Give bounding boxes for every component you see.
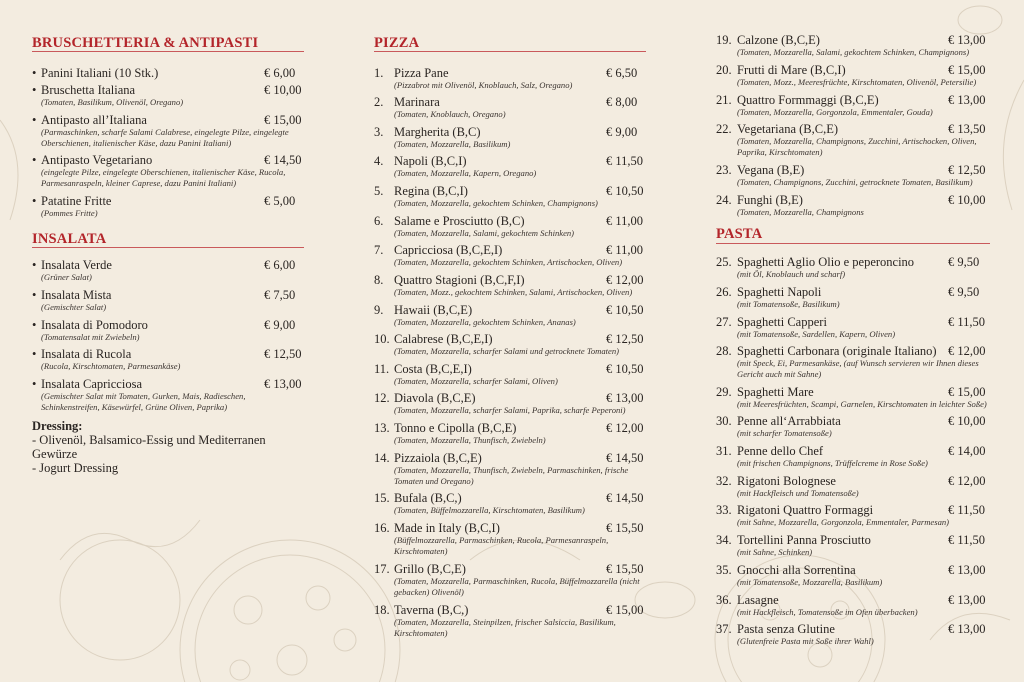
item-number: 24.: [716, 193, 732, 207]
menu-item[interactable]: [374, 154, 646, 179]
menu-item[interactable]: [716, 255, 990, 280]
item-name: Pizza Pane: [394, 66, 449, 80]
menu-item-line: [716, 593, 990, 607]
item-price: € 9,50: [948, 255, 980, 269]
item-number: 37.: [716, 622, 732, 636]
item-price: € 13,00: [948, 593, 986, 607]
item-description: (Tomaten, Basilikum, Olivenöl, Oregano): [41, 97, 184, 107]
item-price: € 13,00: [948, 563, 986, 577]
item-description: (Glutenfreie Pasta mit Soße ihrer Wahl): [737, 636, 874, 646]
item-name: Marinara: [394, 95, 440, 109]
item-name: Antipasto Vegetariano: [41, 153, 153, 167]
item-number: 2.: [374, 95, 384, 109]
item-price: € 6,50: [606, 66, 638, 80]
bullet: •: [32, 113, 37, 127]
item-description: (Tomaten, Mozz., gekochtem Schinken, Salami, Artischocken, Oliven): [394, 287, 633, 297]
item-name: Spaghetti Aglio Olio e peperoncino: [737, 255, 915, 269]
menu-item[interactable]: [374, 451, 646, 486]
menu-item[interactable]: [716, 414, 990, 439]
item-price: € 12,00: [606, 421, 644, 435]
item-price: € 10,50: [606, 184, 644, 198]
item-description: (mit Tomatensoße, Basilikum): [737, 299, 840, 309]
item-number: 36.: [716, 593, 732, 607]
item-price: € 12,00: [606, 273, 644, 287]
item-number: 17.: [374, 562, 390, 576]
item-price: € 15,00: [948, 63, 986, 77]
menu-item-line: [716, 344, 990, 358]
item-price: € 13,00: [948, 93, 986, 107]
bullet: •: [32, 377, 37, 391]
menu-item[interactable]: [374, 95, 646, 120]
menu-item-line: [374, 603, 646, 617]
menu-item[interactable]: [716, 63, 990, 88]
dressing-line: - Jogurt Dressing: [32, 461, 119, 475]
menu-item-line: [374, 362, 646, 376]
item-description: (Tomaten, Mozzarella, gekochtem Schinken, Ananas): [394, 317, 576, 327]
menu-item-line: [32, 194, 304, 208]
menu-item[interactable]: [716, 444, 990, 469]
menu-item[interactable]: [374, 125, 646, 150]
menu-item-line: [374, 66, 646, 80]
item-price: € 10,00: [948, 193, 986, 207]
item-description: (mit Tomatensoße, Sardellen, Kapern, Oliven): [737, 329, 896, 339]
item-number: 1.: [374, 66, 384, 80]
item-name: Spaghetti Mare: [737, 385, 814, 399]
item-description: (Rucola, Kirschtomaten, Parmesankäse): [41, 361, 181, 371]
item-description: (eingelegte Pilze, eingelegte Oberschienen, italienischer Käse, Rucola, Parmesanraspeln, kleiner Caprese, dazu Panini Italiani): [41, 167, 286, 188]
item-price: € 11,50: [948, 533, 986, 547]
item-price: € 13,00: [948, 33, 986, 47]
menu-item-line: [374, 125, 646, 139]
menu-item[interactable]: [32, 377, 304, 412]
menu-item[interactable]: [374, 562, 646, 597]
menu-item[interactable]: [716, 385, 990, 410]
item-name: Costa (B,C,E,I): [394, 362, 472, 376]
item-name: Vegana (B,E): [737, 163, 805, 177]
item-number: 28.: [716, 344, 732, 358]
item-description: (Grüner Salat): [41, 272, 92, 282]
menu-item-line: [716, 533, 990, 547]
item-price: € 10,00: [948, 414, 986, 428]
dressing-line: - Olivenöl, Balsamico-Essig und Mediterranen Gewürze: [32, 433, 266, 461]
item-price: € 15,00: [264, 113, 302, 127]
item-number: 9.: [374, 303, 384, 317]
item-name: Quattro Formmaggi (B,C,E): [737, 93, 879, 107]
bullet: •: [32, 288, 37, 302]
item-description: (Gemischter Salat): [41, 302, 107, 312]
item-price: € 9,50: [948, 285, 980, 299]
menu-item[interactable]: [32, 194, 304, 219]
item-name: Insalata Mista: [41, 288, 112, 302]
item-name: Insalata Verde: [41, 258, 112, 272]
menu-item-line: [32, 377, 304, 391]
menu-item-line: [374, 243, 646, 257]
item-number: 4.: [374, 154, 384, 168]
item-price: € 13,00: [948, 622, 986, 636]
menu-item[interactable]: [716, 503, 990, 528]
item-number: 34.: [716, 533, 732, 547]
item-name: Spaghetti Napoli: [737, 285, 822, 299]
menu-item-line: [32, 288, 304, 302]
bullet: •: [32, 153, 37, 167]
menu-item[interactable]: [716, 163, 990, 188]
item-description: (Tomaten, Mozzarella, scharfer Salami, Paprika, scharfe Peperoni): [394, 405, 626, 415]
item-price: € 11,00: [606, 243, 644, 257]
menu-item[interactable]: [374, 332, 646, 357]
item-description: (mit Speck, Ei, Parmesankäse, (auf Wunsch servieren wir Ihnen dieses Gericht auch mit Sahne): [737, 358, 979, 379]
menu-item-line: [32, 318, 304, 332]
item-name: Hawaii (B,C,E): [394, 303, 473, 317]
menu-item[interactable]: [374, 362, 646, 387]
item-description: (Tomaten, Mozzarella, gekochtem Schinken, Champignons): [394, 198, 598, 208]
item-name: Vegetariana (B,C,E): [737, 122, 839, 136]
menu-item-line: [32, 83, 304, 97]
menu-item[interactable]: [374, 273, 646, 298]
item-number: 23.: [716, 163, 732, 177]
item-description: (Tomaten, Champignons, Zucchini, getrocknete Tomaten, Basilikum): [737, 177, 973, 187]
item-number: 25.: [716, 255, 732, 269]
menu-item[interactable]: [716, 474, 990, 499]
menu-item[interactable]: [716, 344, 990, 379]
item-description: (mit Meeresfrüchten, Scampi, Garnelen, Kirschtomaten in leichter Soße): [737, 399, 987, 409]
item-price: € 14,50: [264, 153, 302, 167]
menu-item[interactable]: [716, 193, 990, 218]
menu-item-line: [716, 33, 990, 47]
menu-item-line: [374, 184, 646, 198]
menu-item-line: [716, 474, 990, 488]
menu-item[interactable]: [32, 113, 304, 148]
menu-item[interactable]: [716, 533, 990, 558]
item-description: (Tomaten, Mozzarella, scharfer Salami, Oliven): [394, 376, 558, 386]
section-divider: [374, 51, 646, 52]
menu-item-line: [374, 303, 646, 317]
menu-item-line: [716, 193, 990, 207]
item-name: Calabrese (B,C,E,I): [394, 332, 493, 346]
bullet: •: [32, 318, 37, 332]
item-number: 31.: [716, 444, 732, 458]
item-price: € 11,50: [948, 503, 986, 517]
menu-item[interactable]: [32, 66, 304, 80]
item-description: (mit Tomatensoße, Mozzarella, Basilikum): [737, 577, 883, 587]
item-name: Funghi (B,E): [737, 193, 803, 207]
item-price: € 8,00: [606, 95, 638, 109]
item-name: Patatine Fritte: [41, 194, 112, 208]
bullet: •: [32, 66, 37, 80]
item-price: € 13,00: [264, 377, 302, 391]
menu-item-line: [716, 503, 990, 517]
item-price: € 15,00: [606, 603, 644, 617]
item-number: 8.: [374, 273, 384, 287]
menu-item-line: [374, 421, 646, 435]
item-description: (Tomaten, Mozzarella, Kapern, Oregano): [394, 168, 537, 178]
item-name: Spaghetti Carbonara (originale Italiano): [737, 344, 937, 358]
menu-item[interactable]: [716, 593, 990, 618]
menu-item-line: [716, 285, 990, 299]
menu-item[interactable]: [716, 122, 990, 157]
menu-item-line: [716, 122, 990, 136]
section-divider: [32, 51, 304, 52]
item-description: (Tomatensalat mit Zwiebeln): [41, 332, 140, 342]
menu-item-line: [374, 391, 646, 405]
item-number: 5.: [374, 184, 384, 198]
item-description: (Tomaten, Mozzarella, Basilikum): [394, 139, 511, 149]
item-number: 20.: [716, 63, 732, 77]
item-description: (mit Sahne, Schinken): [737, 547, 813, 557]
item-description: (Tomaten, Mozzarella, gekochtem Schinken, Artischocken, Oliven): [394, 257, 623, 267]
item-description: (Tomaten, Mozzarella, Salami, gekochtem Schinken, Champignons): [737, 47, 970, 57]
menu-item[interactable]: [716, 563, 990, 588]
item-name: Rigatoni Bolognese: [737, 474, 836, 488]
item-description: (Gemischter Salat mit Tomaten, Gurken, Mais, Radieschen, Schinkenstreifen, Käsewürfel, Grüne Oliven, Paprika): [41, 391, 246, 412]
menu-item-line: [374, 273, 646, 287]
menu-item[interactable]: [716, 33, 990, 58]
item-number: 16.: [374, 521, 390, 535]
item-description: (mit Sahne, Mozzarella, Gorgonzola, Emmentaler, Parmesan): [737, 517, 950, 527]
item-description: (Tomaten, Knoblauch, Oregano): [394, 109, 506, 119]
item-description: (mit Hackfleisch und Tomatensoße): [737, 488, 859, 498]
item-name: Bufala (B,C,): [394, 491, 462, 505]
item-name: Insalata Capricciosa: [41, 377, 142, 391]
section-divider: [716, 243, 990, 244]
item-number: 19.: [716, 33, 732, 47]
item-description: (mit frischen Champignons, Trüffelcreme in Rose Soße): [737, 458, 928, 468]
item-price: € 14,50: [606, 451, 644, 465]
item-price: € 15,00: [948, 385, 986, 399]
item-description: (Büffelmozzarella, Parmaschinken, Rucola, Parmesanraspeln, Kirschtomaten): [394, 535, 609, 556]
item-name: Capricciosa (B,C,E,I): [394, 243, 503, 257]
menu-item[interactable]: [716, 93, 990, 118]
section-divider: [32, 247, 304, 248]
item-number: 10.: [374, 332, 390, 346]
item-price: € 6,00: [264, 66, 296, 80]
item-number: 7.: [374, 243, 384, 257]
menu-item[interactable]: [374, 66, 646, 91]
item-description: (Tomaten, Büffelmozzarella, Kirschtomaten, Basilikum): [394, 505, 585, 515]
item-description: (Parmaschinken, scharfe Salami Calabrese, eingelegte Pilze, eingelegte Oberschienen, italienischer Käse, dazu Panini Italiani): [41, 127, 289, 148]
dressing-block: [32, 419, 304, 475]
item-name: Insalata di Pomodoro: [41, 318, 148, 332]
item-price: € 15,50: [606, 562, 644, 576]
menu-item-line: [374, 562, 646, 576]
menu-item-line: [716, 563, 990, 577]
bullet: •: [32, 83, 37, 97]
item-name: Made in Italy (B,C,I): [394, 521, 500, 535]
item-number: 18.: [374, 603, 390, 617]
item-price: € 10,50: [606, 362, 644, 376]
item-price: € 11,00: [606, 214, 644, 228]
item-price: € 7,50: [264, 288, 296, 302]
item-name: Bruschetta Italiana: [41, 83, 136, 97]
menu-item[interactable]: [374, 184, 646, 209]
section-title-bruschetteria: BRUSCHETTERIA & ANTIPASTI: [32, 35, 259, 51]
menu-item[interactable]: [32, 258, 304, 283]
menu-item[interactable]: [716, 315, 990, 340]
item-name: Calzone (B,C,E): [737, 33, 820, 47]
item-description: (Tomaten, Mozzarella, Salami, gekochtem Schinken): [394, 228, 575, 238]
section-title-pizza: PIZZA: [374, 35, 420, 51]
item-price: € 12,00: [948, 344, 986, 358]
item-name: Insalata di Rucola: [41, 347, 132, 361]
item-name: Taverna (B,C,): [394, 603, 469, 617]
item-name: Grillo (B,C,E): [394, 562, 466, 576]
item-name: Spaghetti Capperi: [737, 315, 827, 329]
item-price: € 14,00: [948, 444, 986, 458]
item-number: 32.: [716, 474, 732, 488]
item-name: Tonno e Cipolla (B,C,E): [394, 421, 517, 435]
item-description: (mit Öl, Knoblauch und scharf): [737, 269, 846, 279]
menu-item-line: [32, 66, 304, 80]
item-name: Pizzaiola (B,C,E): [394, 451, 482, 465]
item-description: (mit Hackfleisch, Tomatensoße im Ofen überbacken): [737, 607, 918, 617]
item-number: 29.: [716, 385, 732, 399]
item-number: 11.: [374, 362, 390, 376]
menu-item-line: [374, 521, 646, 535]
menu-item-line: [716, 63, 990, 77]
bullet: •: [32, 258, 37, 272]
item-description: (Tomaten, Mozzarella, Steinpilzen, frischer Salsiccia, Basilikum, Kirschtomaten): [394, 617, 616, 638]
item-name: Quattro Stagioni (B,C,F,I): [394, 273, 525, 287]
menu-item-line: [374, 332, 646, 346]
menu-item[interactable]: [374, 243, 646, 268]
item-name: Tortellini Panna Prosciutto: [737, 533, 871, 547]
menu-item[interactable]: [32, 347, 304, 372]
item-number: 14.: [374, 451, 390, 465]
menu-item-line: [716, 315, 990, 329]
item-description: (Tomaten, Mozzarella, Parmaschinken, Rucola, Büffelmozzarella (nicht gebacken) Olivenöl): [394, 576, 640, 597]
item-description: (Tomaten, Mozzarella, Thunfisch, Zwiebeln): [394, 435, 546, 445]
item-price: € 10,00: [264, 83, 302, 97]
menu-item[interactable]: [374, 521, 646, 556]
item-description: (Tomaten, Mozzarella, Gorgonzola, Emmentaler, Gouda): [737, 107, 933, 117]
item-price: € 9,00: [606, 125, 638, 139]
menu-item[interactable]: [716, 622, 990, 647]
item-description: (Tomaten, Mozz., Meeresfrüchte, Kirschtomaten, Olivenöl, Petersilie): [737, 77, 977, 87]
menu-item-line: [32, 153, 304, 167]
menu-item-line: [374, 491, 646, 505]
item-price: € 11,50: [948, 315, 986, 329]
menu-item-line: [32, 347, 304, 361]
section-title-insalata: INSALATA: [32, 231, 107, 247]
item-number: 35.: [716, 563, 732, 577]
menu-item-line: [374, 214, 646, 228]
menu-item[interactable]: [374, 214, 646, 239]
item-number: 6.: [374, 214, 384, 228]
item-number: 3.: [374, 125, 384, 139]
menu-item-line: [716, 414, 990, 428]
item-description: (Pizzabrot mit Olivenöl, Knoblauch, Salz, Oregano): [394, 80, 573, 90]
item-number: 33.: [716, 503, 732, 517]
menu-item-line: [32, 113, 304, 127]
item-price: € 10,50: [606, 303, 644, 317]
item-name: Diavola (B,C,E): [394, 391, 476, 405]
menu-item-line: [716, 255, 990, 269]
item-price: € 11,50: [606, 154, 644, 168]
item-name: Salame e Prosciutto (B,C): [394, 214, 525, 228]
menu-item-line: [374, 451, 646, 465]
item-price: € 12,00: [948, 474, 986, 488]
item-number: 22.: [716, 122, 732, 136]
menu-item[interactable]: [374, 303, 646, 328]
item-name: Lasagne: [737, 593, 779, 607]
item-name: Penne dello Chef: [737, 444, 824, 458]
menu-item[interactable]: [374, 491, 646, 516]
item-name: Regina (B,C,I): [394, 184, 468, 198]
item-number: 21.: [716, 93, 732, 107]
bullet: •: [32, 194, 37, 208]
item-description: (Tomaten, Mozzarella, Champignons: [737, 207, 864, 217]
menu-item[interactable]: [32, 318, 304, 343]
item-price: € 12,50: [606, 332, 644, 346]
item-name: Pasta senza Glutine: [737, 622, 835, 636]
item-price: € 13,00: [606, 391, 644, 405]
item-name: Panini Italiani (10 Stk.): [41, 66, 159, 80]
menu-item-line: [32, 258, 304, 272]
item-price: € 13,50: [948, 122, 986, 136]
menu-item[interactable]: [32, 83, 304, 108]
bullet: •: [32, 347, 37, 361]
item-price: € 5,00: [264, 194, 296, 208]
item-number: 30.: [716, 414, 732, 428]
menu-item[interactable]: [374, 421, 646, 446]
menu-item-line: [716, 385, 990, 399]
item-description: (mit scharfer Tomatensoße): [737, 428, 832, 438]
item-name: Antipasto all’Italiana: [41, 113, 147, 127]
item-price: € 12,50: [264, 347, 302, 361]
item-description: (Tomaten, Mozzarella, scharfer Salami und getrocknete Tomaten): [394, 346, 620, 356]
item-description: (Tomaten, Mozzarella, Champignons, Zucchini, Artischocken, Oliven, Paprika, Kirschtomaten): [737, 136, 977, 157]
menu-item[interactable]: [32, 288, 304, 313]
menu-item-line: [374, 154, 646, 168]
item-name: Penne all‘Arrabbiata: [737, 414, 841, 428]
menu-item-line: [716, 93, 990, 107]
menu-item[interactable]: [374, 603, 646, 638]
menu-item-line: [716, 444, 990, 458]
item-number: 12.: [374, 391, 390, 405]
item-description: (Tomaten, Mozzarella, Thunfisch, Zwiebeln, Parmaschinken, frische Tomaten und Oregano): [394, 465, 629, 486]
menu-item-line: [716, 163, 990, 177]
item-number: 15.: [374, 491, 390, 505]
item-name: Frutti di Mare (B,C,I): [737, 63, 846, 77]
dressing-title: Dressing:: [32, 419, 83, 433]
menu-item-line: [716, 622, 990, 636]
item-number: 13.: [374, 421, 390, 435]
menu-item[interactable]: [374, 391, 646, 416]
menu-item[interactable]: [32, 153, 304, 188]
item-name: Margherita (B,C): [394, 125, 481, 139]
item-name: Napoli (B,C,I): [394, 154, 467, 168]
menu-item-line: [374, 95, 646, 109]
item-number: 27.: [716, 315, 732, 329]
item-price: € 6,00: [264, 258, 296, 272]
item-name: Gnocchi alla Sorrentina: [737, 563, 856, 577]
section-title-pasta: PASTA: [716, 226, 763, 242]
item-price: € 14,50: [606, 491, 644, 505]
menu-item[interactable]: [716, 285, 990, 310]
item-price: € 9,00: [264, 318, 296, 332]
item-name: Rigatoni Quattro Formaggi: [737, 503, 874, 517]
item-price: € 12,50: [948, 163, 986, 177]
item-number: 26.: [716, 285, 732, 299]
item-price: € 15,50: [606, 521, 644, 535]
item-description: (Pommes Fritte): [41, 208, 98, 218]
